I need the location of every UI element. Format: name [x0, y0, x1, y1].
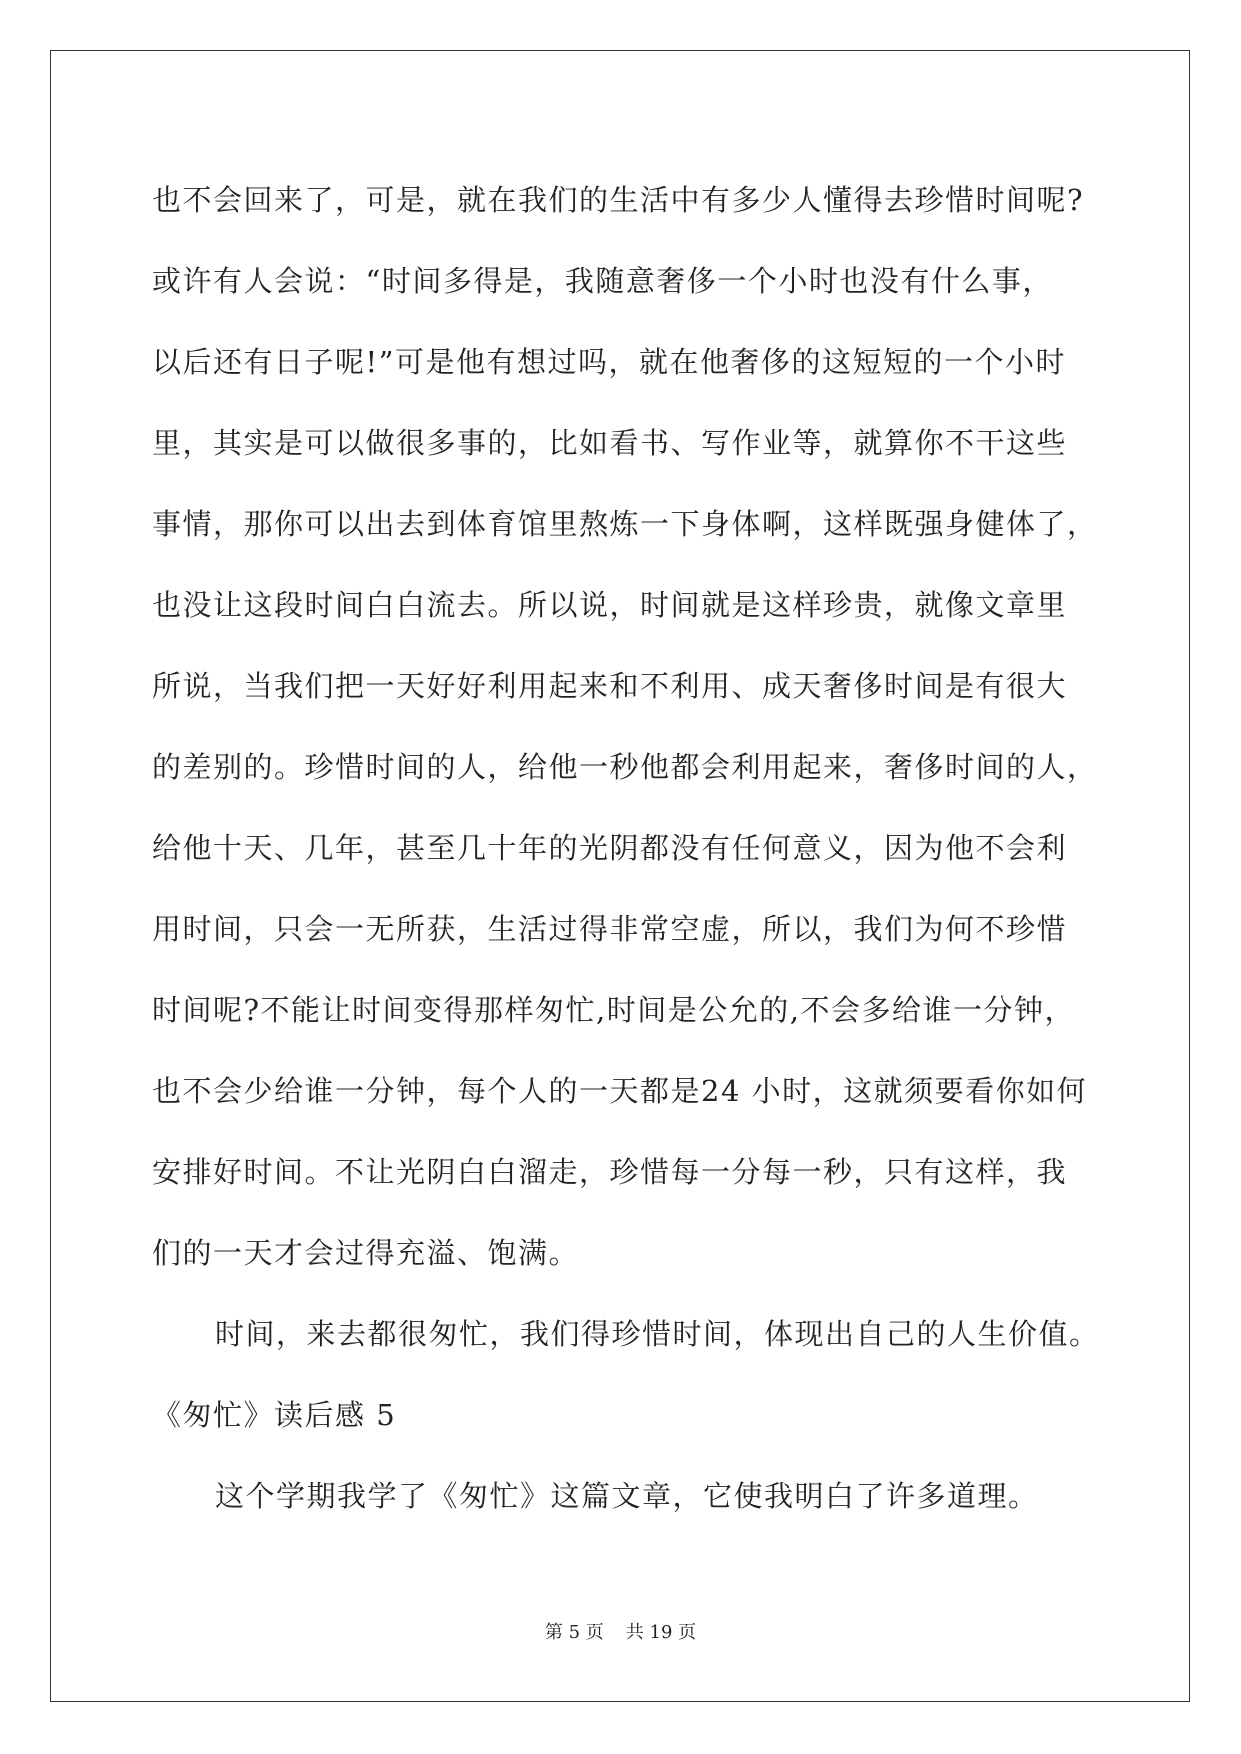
- text-line: 也没让这段时间白白流去。所以说，时间就是这样珍贵，就像文章里: [152, 588, 1068, 622]
- page-total: 共 19 页: [625, 1622, 697, 1643]
- page-footer: [0, 1621, 1241, 1645]
- closing-paragraph: 时间，来去都很匆忙，我们得珍惜时间，体现出自己的人生价值。: [215, 1317, 1100, 1351]
- text-line: 或许有人会说：“时间多得是，我随意奢侈一个小时也没有什么事，: [152, 264, 1053, 298]
- text-line: 里，其实是可以做很多事的，比如看书、写作业等，就算你不干这些: [152, 426, 1068, 460]
- text-line: 也不会少给谁一分钟，每个人的一天都是24 小时，这就须要看你如何: [152, 1074, 1088, 1108]
- text-line: 给他十天、几年，甚至几十年的光阴都没有任何意义，因为他不会利: [152, 831, 1068, 865]
- text-line: 们的一天才会过得充溢、饱满。: [152, 1236, 580, 1270]
- next-paragraph: 这个学期我学了《匆忙》这篇文章，它使我明白了许多道理。: [215, 1479, 1039, 1513]
- text-line: 用时间，只会一无所获，生活过得非常空虚，所以，我们为何不珍惜: [152, 912, 1068, 946]
- text-line: 所说，当我们把一天好好利用起来和不利用、成天奢侈时间是有很大: [152, 669, 1068, 703]
- section-heading: 《匆忙》读后感 5: [152, 1398, 397, 1432]
- text-line: 以后还有日子呢!”可是他有想过吗，就在他奢侈的这短短的一个小时: [152, 345, 1066, 379]
- page-number: 第 5 页: [544, 1622, 604, 1643]
- text-line: 的差别的。珍惜时间的人，给他一秒他都会利用起来，奢侈时间的人，: [152, 750, 1098, 784]
- document-body: [152, 160, 1100, 1537]
- text-line: 安排好时间。不让光阴白白溜走，珍惜每一分每一秒，只有这样，我: [152, 1155, 1068, 1189]
- text-line: 事情，那你可以出去到体育馆里熬炼一下身体啊，这样既强身健体了，: [152, 507, 1098, 541]
- text-line: 也不会回来了，可是，就在我们的生活中有多少人懂得去珍惜时间呢?: [152, 183, 1085, 217]
- text-line: 时间呢?不能让时间变得那样匆忙,时间是公允的,不会多给谁一分钟，: [152, 993, 1075, 1027]
